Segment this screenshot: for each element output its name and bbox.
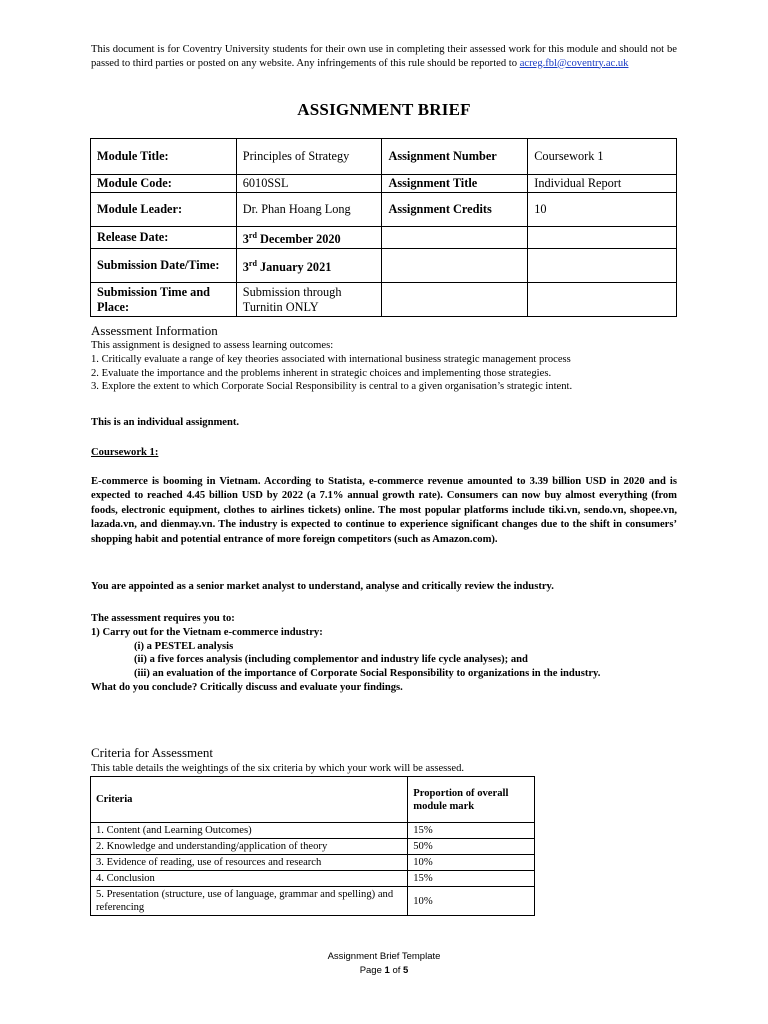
assignment-number-value: Coursework 1 bbox=[528, 139, 677, 175]
subtask-item: (iii) an evaluation of the importance of Corporate Social Responsibility to organizations in the industry. bbox=[134, 668, 601, 680]
outcome-item: 3. Explore the extent to which Corporate Social Responsibility is central to a given organisation’s strategic intent. bbox=[91, 381, 573, 393]
footer-page-number: Page 1 of 5 bbox=[359, 965, 409, 976]
subtask-item: (i) a PESTEL analysis bbox=[134, 640, 234, 652]
release-date-value: 3rd December 2020 bbox=[236, 227, 382, 249]
assignment-credits-value: 10 bbox=[528, 193, 677, 227]
outcomes-block bbox=[91, 339, 677, 394]
assignment-credits-label: Assignment Credits bbox=[382, 193, 528, 227]
empty-cell bbox=[528, 249, 677, 283]
assignment-number-label: Assignment Number bbox=[382, 139, 528, 175]
criteria-heading: Criteria for Assessment bbox=[91, 745, 214, 760]
requirements-block bbox=[91, 612, 677, 695]
weight-cell: 50% bbox=[408, 839, 535, 855]
module-title-value: Principles of Strategy bbox=[236, 139, 382, 175]
usage-notice bbox=[91, 43, 677, 70]
individual-note: This is an individual assignment. bbox=[91, 417, 240, 428]
page-title: ASSIGNMENT BRIEF bbox=[297, 100, 471, 119]
submission-place-value: Submission through Turnitin ONLY bbox=[236, 283, 382, 317]
proportion-col-header: Proportion of overall module mark bbox=[408, 777, 535, 823]
notice-text: This document is for Coventry University students for their own use in completing their assessed work for this module and should not be passed to third parties or posted on any website. Any infringements of this rule should be reported to bbox=[91, 44, 677, 69]
subtask-item: (ii) a five forces analysis (including complementor and industry life cycle analyses); and bbox=[134, 654, 528, 666]
outcome-item: 2. Evaluate the importance and the problems inherent in strategic choices and implementing those strategies. bbox=[91, 367, 552, 379]
coursework-heading: Coursework 1: bbox=[91, 447, 159, 458]
empty-cell bbox=[528, 283, 677, 317]
assignment-title-value: Individual Report bbox=[528, 175, 677, 193]
submission-place-label: Submission Time and Place: bbox=[91, 283, 237, 317]
footer-template-name: Assignment Brief Template bbox=[327, 951, 441, 962]
assessment-info-heading: Assessment Information bbox=[91, 323, 218, 338]
release-date-label: Release Date: bbox=[91, 227, 237, 249]
context-paragraph: E-commerce is booming in Vietnam. According to Statista, e-commerce revenue amounted to 3.39 billion USD in 2020 and is expected to reached 4.45 billion USD by 2022 (a 7.1% annual growth rate). Consumers can now buy almost everything (from foods, electronic equipment, clothes to airlines tickets) online. The most popular platforms include tiki.vn, sendo.vn, shopee.vn, lazada.vn, and dienmay.vn. The industry is expected to continue to experience significant changes due to the shift in consumers’ shopping habit and potential entrance of more foreign competitors (such as Amazon.com). bbox=[91, 476, 677, 545]
criterion-cell: 4. Conclusion bbox=[91, 871, 408, 887]
criterion-cell: 3. Evidence of reading, use of resources and research bbox=[91, 855, 408, 871]
requires-line: The assessment requires you to: bbox=[91, 613, 235, 624]
criterion-cell: 5. Presentation (structure, use of language, grammar and spelling) and referencing bbox=[91, 887, 408, 916]
assignment-title-label: Assignment Title bbox=[382, 175, 528, 193]
conclude-line: What do you conclude? Critically discuss and evaluate your findings. bbox=[91, 681, 403, 693]
weight-cell: 10% bbox=[408, 887, 535, 916]
module-code-value: 6010SSL bbox=[236, 175, 382, 193]
module-title-label: Module Title: bbox=[91, 139, 237, 175]
criteria-table bbox=[90, 776, 535, 916]
weight-cell: 10% bbox=[408, 855, 535, 871]
criterion-cell: 1. Content (and Learning Outcomes) bbox=[91, 823, 408, 839]
criteria-intro: This table details the weightings of the six criteria by which your work will be assessed. bbox=[91, 763, 465, 774]
task-line: 1) Carry out for the Vietnam e-commerce industry: bbox=[91, 626, 323, 638]
empty-cell bbox=[382, 249, 528, 283]
submission-date-label: Submission Date/Time: bbox=[91, 249, 237, 283]
outcome-item: 1. Critically evaluate a range of key theories associated with international business strategic management process bbox=[91, 353, 571, 365]
empty-cell bbox=[528, 227, 677, 249]
notice-email-link[interactable]: acreg.fbl@coventry.ac.uk bbox=[519, 57, 629, 69]
criterion-cell: 2. Knowledge and understanding/application of theory bbox=[91, 839, 408, 855]
empty-cell bbox=[382, 283, 528, 317]
module-code-label: Module Code: bbox=[91, 175, 237, 193]
criteria-col-header: Criteria bbox=[91, 777, 408, 823]
submission-date-value: 3rd January 2021 bbox=[236, 249, 382, 283]
weight-cell: 15% bbox=[408, 823, 535, 839]
empty-cell bbox=[382, 227, 528, 249]
role-paragraph: You are appointed as a senior market analyst to understand, analyse and critically review the industry. bbox=[91, 581, 554, 592]
weight-cell: 15% bbox=[408, 871, 535, 887]
module-leader-value: Dr. Phan Hoang Long bbox=[236, 193, 382, 227]
module-leader-label: Module Leader: bbox=[91, 193, 237, 227]
outcomes-intro: This assignment is designed to assess learning outcomes: bbox=[91, 340, 334, 351]
brief-table bbox=[90, 138, 677, 317]
